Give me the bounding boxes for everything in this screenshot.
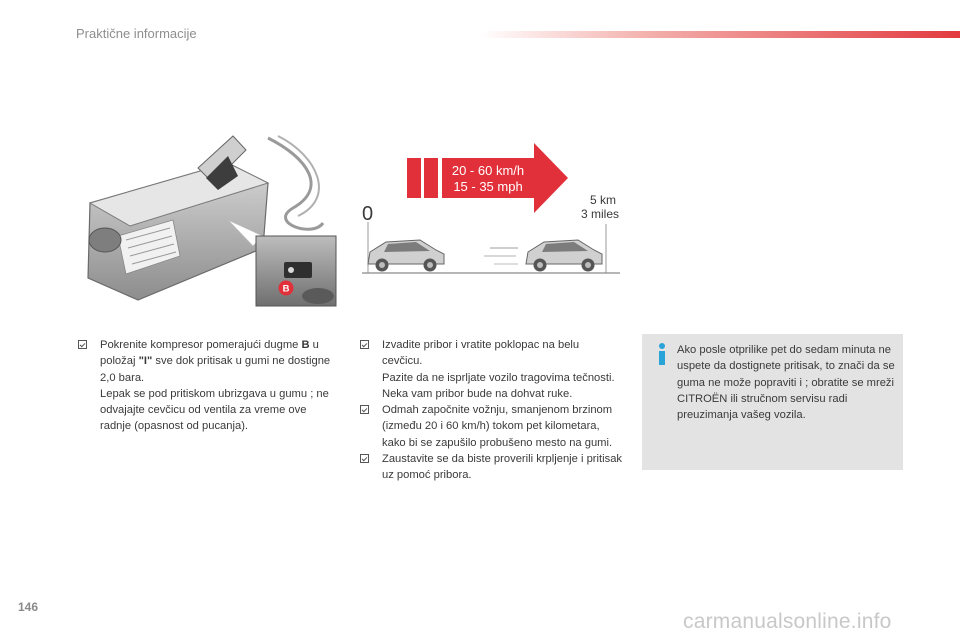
bullet-text: Zaustavite se da biste proverili krpljenje i pritisak uz pomoć pribora. xyxy=(382,453,623,482)
drive-speed-illustration xyxy=(358,138,623,283)
list-item xyxy=(78,337,340,435)
page-number: 146 xyxy=(18,600,39,614)
list-item xyxy=(360,337,622,402)
instructions-column-2 xyxy=(360,337,622,484)
speed-kmh-label: 20 - 60 km/h xyxy=(451,163,525,178)
bullet-note: Pazite da ne isprljate vozilo tragovima tečnosti. Neka vam pribor bude na dohvat ruke. xyxy=(382,371,615,400)
list-item xyxy=(360,451,622,484)
bullet-text: Pokrenite kompresor pomerajući dugme B u položaj "I" sve dok pritisak u gumi ne dostigne 2,0 bara. xyxy=(100,339,331,384)
checkbox-bullet-icon xyxy=(360,454,369,463)
distance-miles-label: 3 miles xyxy=(580,207,620,221)
page-header-title: Praktične informacije xyxy=(76,26,197,41)
info-box xyxy=(642,334,903,470)
distance-km-label: 5 km xyxy=(589,193,617,207)
checkbox-bullet-icon xyxy=(360,405,369,414)
bullet-text: Odmah započnite vožnju, smanjenom brzinom (između 20 i 60 km/h) tokom pet kilometara, kako bi se zapušilo probušeno mesto na gumi. xyxy=(382,404,613,449)
checkbox-bullet-icon xyxy=(78,340,87,349)
switch-b-label: B xyxy=(282,283,290,295)
compressor-illustration xyxy=(78,128,338,308)
start-zero-label: 0 xyxy=(362,203,374,225)
list-item xyxy=(360,402,622,451)
car-moving xyxy=(484,240,602,272)
bullet-note: Lepak se pod pritiskom ubrizgava u gumu ; ne odvajajte cevčicu od ventila za vreme ove radnje (opasnost od pucanja). xyxy=(100,387,329,433)
bullet-text: Izvadite pribor i vratite poklopac na belu cevčicu. xyxy=(382,339,580,368)
info-text: Ako posle otprilike pet do sedam minuta ne uspete da dostignete pritisak, to znači da se guma ne može popraviti i ; obratite se mreži CITROËN ili stručnom servisu radi preuzimanja vašeg vozila. xyxy=(677,344,895,422)
watermark: carmanualsonline.info xyxy=(683,610,892,633)
instructions-column-1 xyxy=(78,337,340,435)
checkbox-bullet-icon xyxy=(360,340,369,349)
info-icon xyxy=(656,342,668,366)
header-accent-bar xyxy=(480,31,960,38)
car-start xyxy=(368,240,444,272)
speed-mph-label: 15 - 35 mph xyxy=(453,179,523,194)
